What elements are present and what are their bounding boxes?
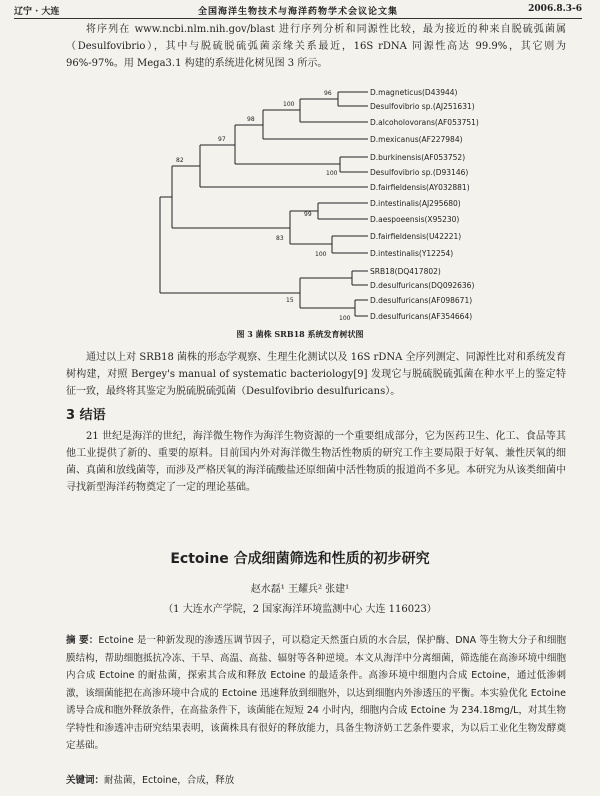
header-location: 辽宁 · 大连	[14, 7, 60, 17]
tree-taxon-label: D.magneticus(D43944)	[370, 88, 458, 97]
tree-taxon-label: D.mexicanus(AF227984)	[370, 135, 463, 144]
intro-paragraph: 将序列在 www.ncbi.nlm.nih.gov/blast 进行序列分析和同源性比较，最为接近的种来自脱硫弧菌属（Desulfovibrio），其中与脱硫脱硫弧菌亲缘关系最近，16S rDNA 同源性高达 99.9%，其它则为 96%-97%。用 Mega3.1 构建的系统进化树见图 3 所示。	[66, 24, 566, 69]
tree-taxon-label: Desulfovibrio sp.(AJ251631)	[370, 102, 475, 111]
header-journal-title: 全国海洋生物技术与海洋药物学术会议论文集	[197, 7, 398, 17]
tree-taxon-label: SRB18(DQ417802)	[370, 267, 441, 276]
conclusion-paragraph: 21 世纪是海洋的世纪，海洋微生物作为海洋生物资源的一个重要组成部分，它为医药卫生、化工、食品等其他工业提供了新的、重要的原料。目前国内外对海洋微生物活性物质的研究工作主要局限于好氧、兼性厌氧的细菌、真菌和放线菌等，而涉及严格厌氧的海洋硫酸盐还原细菌中活性物质的报道尚不多见。本研究为从该类细菌中寻找新型海洋药物奠定了一定的理论基础。	[66, 431, 566, 493]
abstract-label: 摘 要：	[66, 635, 99, 646]
abstract-text: Ectoine 是一种新发现的渗透压调节因子，可以稳定天然蛋白质的水合层，保护酶、DNA 等生物大分子和细胞膜结构，帮助细胞抵抗冷冻、干旱、高温、高盐、辐射等各种逆境。本文从海洋中分离细菌，筛选能在高渗环境中细胞内合成 Ectoine 的耐盐菌，探索其合成和释放 Ectoine 的最适条件。高渗环境中细胞内合成 Ectoine，通过低渗刺激，该细菌能把在高渗环境中合成的 Ectoine 迅速释放到细胞外，以达到细胞内外渗透压的平衡。本实验优化 Ectoine 诱导合成和胞外释放条件，在高盐条件下，该菌能在短短 24 小时内，细胞内合成 Ectoine 为 234.18mg/L，对其生物学特性和渗透冲击研究结果表明，该菌株具有很好的释放能力，具备生物济奶工艺条件要求，为以后工业化生物发酵奠定基础。	[66, 635, 566, 751]
header-date: 2006.8.3-6	[528, 4, 582, 14]
bootstrap-value: 99	[304, 211, 312, 218]
bootstrap-value: 100	[315, 251, 327, 258]
bootstrap-value: 98	[247, 116, 255, 123]
tree-taxon-label: D.aespoeensis(X95230)	[370, 215, 460, 224]
result-paragraph: 通过以上对 SRB18 菌株的形态学观察、生理生化测试以及 16S rDNA 全序列测定、同源性比对和系统发育树构建，对照 Bergey's manual of systematic bacteriology[9] 发现它与脱硫脱硫弧菌在种水平上的鉴定特征一致，最终将其鉴定为脱硫脱硫弧菌（Desulfovibrio desulfuricans）。	[66, 352, 566, 397]
bootstrap-value: 100	[326, 170, 338, 177]
bootstrap-value: 100	[283, 101, 295, 108]
bootstrap-value: 82	[176, 157, 184, 164]
section-heading: 3 结语	[66, 408, 106, 423]
tree-taxon-label: D.fairfieldensis(U42221)	[370, 232, 462, 241]
keywords-text: 耐盐菌，Ectoine，合成，释放	[104, 775, 235, 786]
running-header	[14, 4, 582, 19]
keywords	[66, 772, 566, 786]
bootstrap-value: 97	[218, 136, 226, 143]
tree-taxon-label: D.desulfuricans(DQ092636)	[370, 281, 475, 290]
tree-taxon-label: D.intestinalis(AJ295680)	[370, 199, 461, 208]
tree-taxon-label: D.burkinensis(AF053752)	[370, 153, 466, 162]
figure-caption: 图 3 菌株 SRB18 系统发育树状图	[236, 329, 364, 339]
tree-taxon-label: D.intestinalis(Y12254)	[370, 249, 454, 258]
tree-taxon-label: D.fairfieldensis(AY032881)	[370, 183, 470, 192]
bootstrap-value: 100	[339, 315, 351, 322]
tree-taxon-label: D.alcoholovorans(AF053751)	[370, 118, 479, 127]
bootstrap-value: 83	[276, 235, 284, 242]
tree-taxon-label: Desulfovibrio sp.(D93146)	[370, 168, 469, 177]
keywords-label: 关键词：	[66, 775, 105, 786]
article-authors: 赵水磊¹ 王耀兵² 张建¹	[250, 584, 350, 595]
tree-taxon-label: D.desulfuricans(AF098671)	[370, 296, 473, 305]
tree-taxon-label: D.desulfuricans(AF354664)	[370, 312, 473, 321]
article-title: Ectoine 合成细菌筛选和性质的初步研究	[170, 551, 430, 567]
article-affiliation: （1 大连水产学院，2 国家海洋环境监测中心 大连 116023）	[163, 604, 437, 615]
bootstrap-value: 15	[286, 297, 294, 304]
bootstrap-value: 96	[324, 90, 332, 97]
abstract	[66, 632, 566, 755]
